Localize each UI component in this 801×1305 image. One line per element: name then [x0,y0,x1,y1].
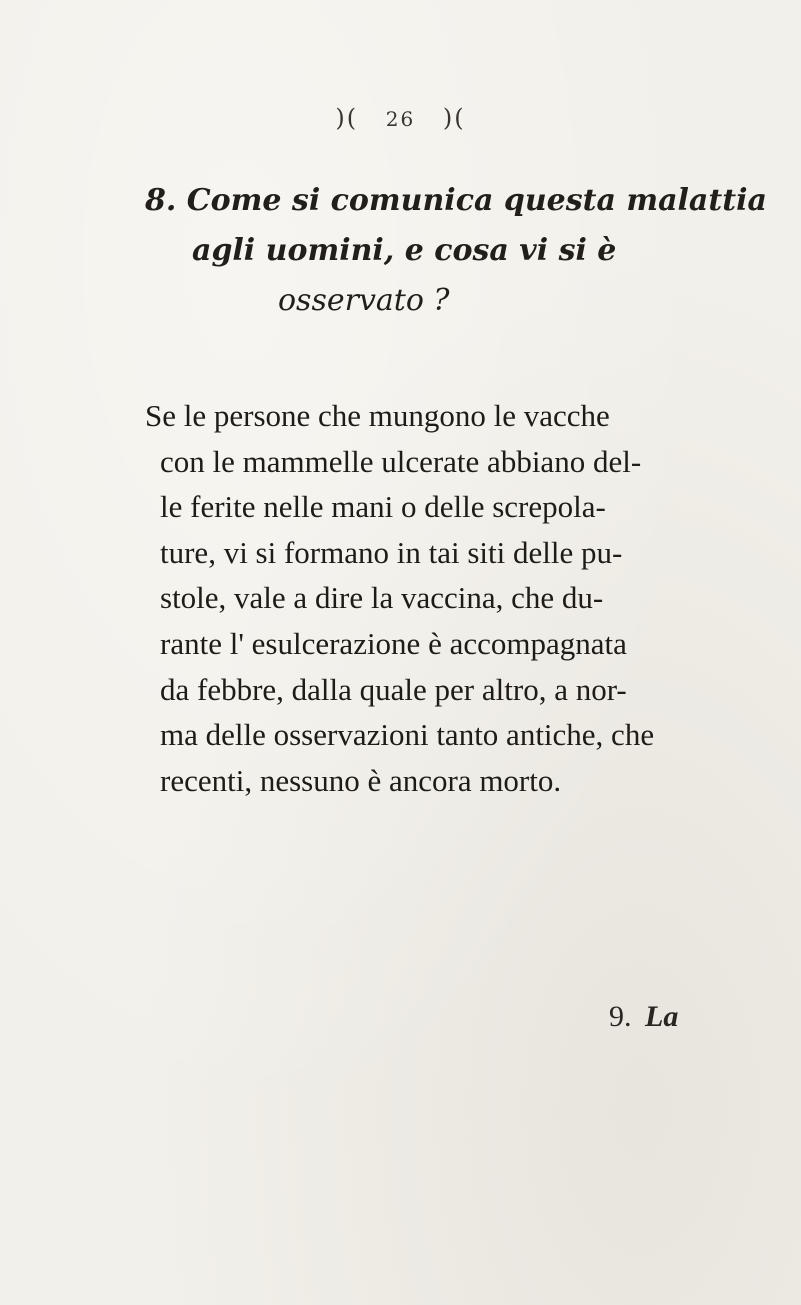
text-line: con le mammelle ulcerate abbiano del- [160,443,642,479]
text-line: le ferite nelle mani o delle screpola- [160,489,606,525]
text-line: ma delle osservazioni tanto antiche, che [160,717,655,753]
text-line: da febbre, dalla quale per altro, a nor- [160,671,627,707]
heading-line-2: agli uomini, e cosa vi si è [192,233,617,268]
running-head [0,104,801,132]
heading-line-3: osservato ? [278,283,450,318]
body-paragraph [145,393,735,803]
section-heading [145,176,767,326]
text-line: Se le persone che mungono le vacche [145,398,610,433]
text-line: rante l' esulcerazione è accompagnata [160,625,627,661]
page-number: 26 [385,107,416,131]
left-ornament: )( [335,104,359,132]
signature-mark: 9. [609,1000,632,1033]
text-line: stole, vale a dire la vaccina, che du- [160,580,604,616]
text-line: recenti, nessuno è ancora morto. [160,762,562,798]
catchword-line [609,1000,678,1034]
text-line: ture, vi si formano in tai siti delle pu- [160,534,623,570]
right-ornament: )( [442,104,466,132]
heading-line-1: 8. Come si comunica questa malattia [145,183,767,218]
catchword: La [645,1000,679,1033]
